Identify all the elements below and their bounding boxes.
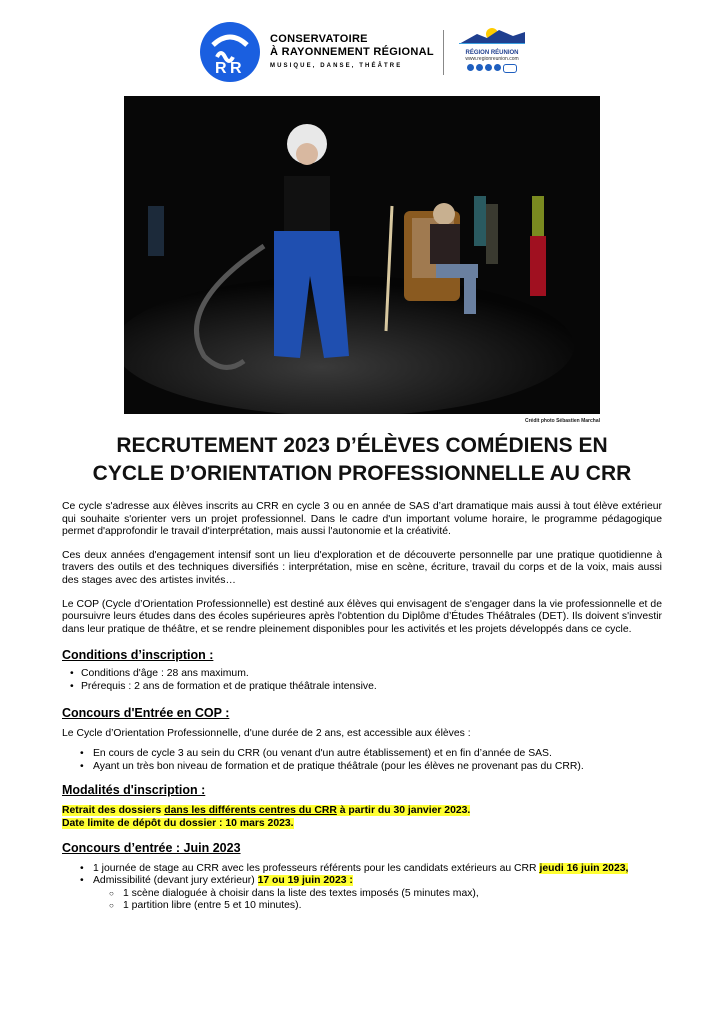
modalites-line-1: [62, 805, 662, 818]
region-mountain-icon: [459, 26, 525, 44]
stage-text: 1 journée de stage au CRR avec les professeurs référents pour les candidats extérieurs au CRR: [93, 862, 540, 874]
sub-list-item: ○ 1 partition libre (entre 5 et 10 minutes).: [109, 900, 662, 913]
list-item: [80, 863, 662, 876]
region-title: RÉGION RÉUNION: [465, 50, 519, 56]
page-header: [0, 0, 724, 90]
modalites-text-c: à partir du 30 janvier 2023.: [336, 805, 471, 817]
title-line1: RECRUTEMENT 2023 D’ÉLÈVES COMÉDIENS EN: [116, 434, 608, 457]
theatre-scene-image: [124, 96, 600, 414]
crr-logo: [199, 21, 261, 83]
region-reunion-logo: [455, 26, 529, 73]
concours-juin-heading: Concours d’entrée : Juin 2023: [62, 840, 241, 855]
photo-credit: Crédit photo Sébastien Marchal: [524, 418, 600, 424]
crr-tagline: MUSIQUE, DANSE, THÉÂTRE: [270, 63, 403, 69]
instagram-icon[interactable]: [485, 64, 492, 71]
crr-name: [270, 33, 434, 69]
youtube-icon[interactable]: [494, 64, 501, 71]
svg-text:R: R: [230, 60, 242, 77]
list-item: • Prérequis : 2 ans de formation et de pratique théâtrale intensive.: [70, 681, 662, 694]
admissibilite-date: 17 ou 19 juin 2023 :: [257, 875, 353, 887]
concours-cop-heading: Concours d'Entrée en COP :: [62, 705, 230, 720]
admissibilite-sublist: [93, 888, 662, 913]
ok-icon[interactable]: [503, 64, 517, 73]
modalites-heading: Modalités d'inscription :: [62, 783, 206, 798]
main-content: [62, 501, 662, 913]
conditions-list: [62, 668, 662, 693]
list-item: [80, 875, 662, 913]
stage-date: jeudi 16 juin 2023,: [539, 862, 629, 874]
region-url: www.regionreunion.com: [465, 56, 519, 62]
list-item: • En cours de cycle 3 au sein du CRR (ou venant d'un autre établissement) et en fin d’année de SAS.: [80, 748, 662, 761]
page-title: [30, 432, 694, 488]
intro-paragraph-2: Ces deux années d'engagement intensif sont un lieu d'exploration et de découverte personnelle par une pratique quotidienne à travers des outils et des techniques diversifiés : interprétation, mise en scène, écriture, travail du corps et de la voix, mais aussi des stages avec des artistes invités…: [62, 549, 662, 586]
crr-name-line2: À RAYONNEMENT RÉGIONAL: [270, 46, 434, 58]
twitter-icon[interactable]: [476, 64, 483, 71]
list-item: • Conditions d'âge : 28 ans maximum.: [70, 668, 662, 681]
concours-cop-intro: Le Cycle d’Orientation Professionnelle, d'une durée de 2 ans, est accessible aux élèves :: [62, 727, 471, 739]
modalites-centres-link: dans les différents centres du CRR: [164, 805, 337, 817]
concours-cop-list: [62, 748, 662, 773]
header-divider: [443, 30, 444, 75]
intro-paragraph-3: Le COP (Cycle d’Orientation Professionnelle) est destiné aux élèves qui envisagent de s'engager dans la vie professionnelle et de poursuivre leurs études dans des écoles supérieures après l'obtention du Diplôme d’Études Théâtrales (DET). Ils doivent s'investir dans leur pratique de théâtre, et se rendre pleinement disponibles pour les activités et les projets développés dans ce cycle.: [62, 598, 662, 635]
concours-juin-list: [62, 863, 662, 913]
intro-paragraph-1: Ce cycle s'adresse aux élèves inscrits au CRR en cycle 3 ou en année de SAS d’art dramatique mais aussi à tout élève extérieur qui souhaite s'orienter vers un projet professionnel. Dans le cadre d'un important volume horaire, le programme pédagogique permet d'approfondir le travail d'interprétation, mais aussi l'autonomie et la créativité.: [62, 501, 662, 538]
modalites-text-a: Retrait des dossiers: [62, 805, 165, 817]
list-item: • Ayant un très bon niveau de formation et de pratique théâtrale (pour les élèves ne provenant pas du CRR).: [80, 761, 662, 774]
admissibilite-text: Admissibilité (devant jury extérieur): [93, 875, 258, 887]
sub-list-item: ○ 1 scène dialoguée à choisir dans la liste des textes imposés (5 minutes max),: [109, 888, 662, 901]
facebook-icon[interactable]: [467, 64, 474, 71]
title-line2: CYCLE D’ORIENTATION PROFESSIONNELLE AU CRR: [92, 462, 632, 485]
social-icons: [455, 64, 529, 73]
crr-name-line1: CONSERVATOIRE: [270, 33, 368, 45]
stage-photo: [124, 96, 600, 414]
conditions-heading: Conditions d’inscription :: [62, 648, 214, 663]
modalites-deadline: Date limite de dépôt du dossier : 10 mars 2023.: [62, 817, 294, 829]
svg-text:R: R: [215, 60, 227, 77]
modalites-line-2: [62, 818, 662, 831]
